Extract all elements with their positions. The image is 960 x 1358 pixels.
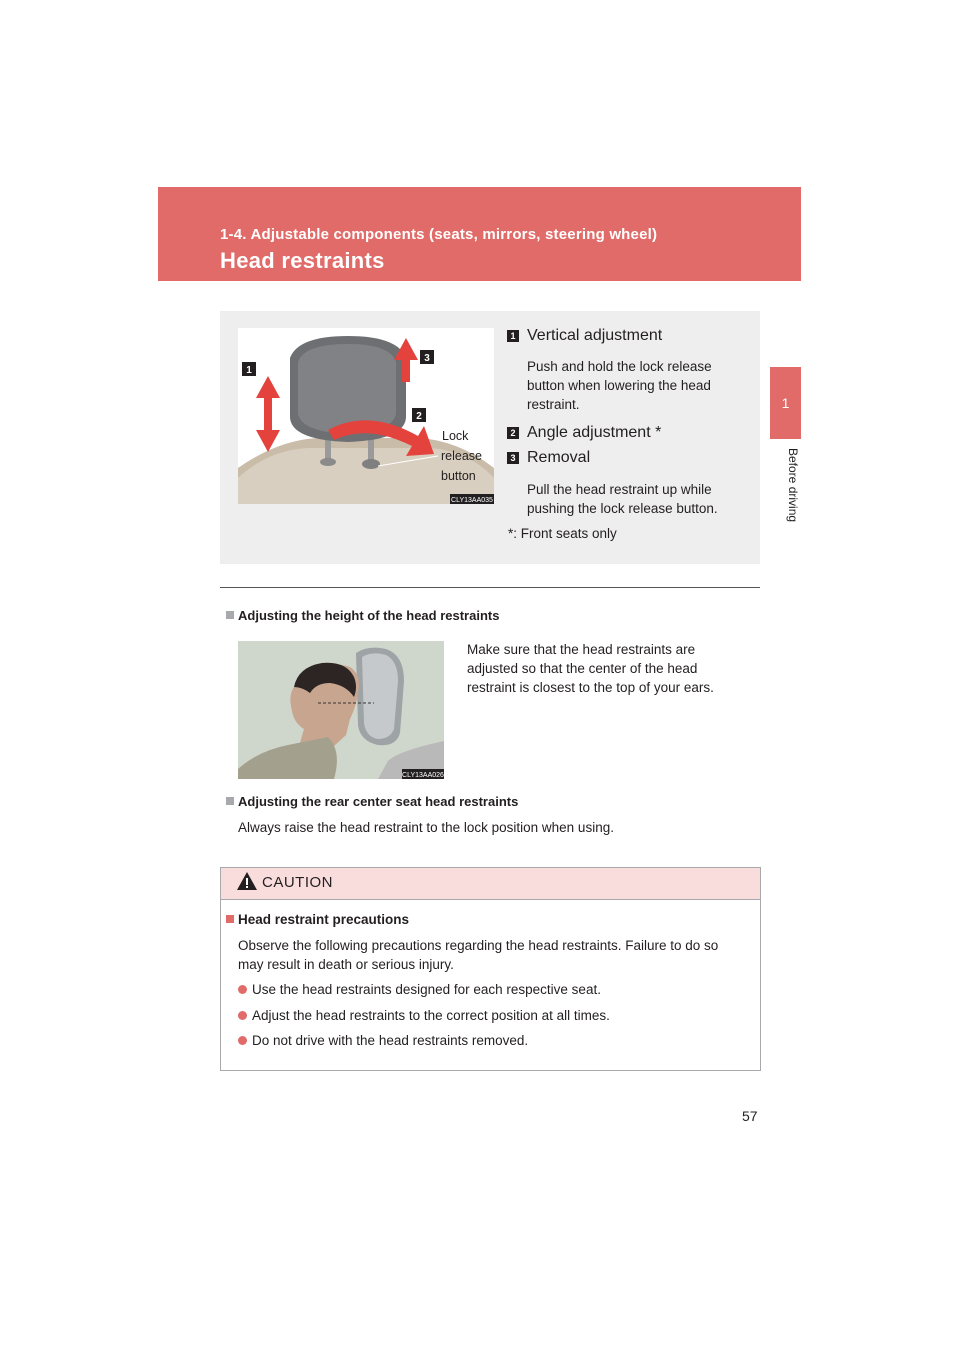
bullet-dot-icon [238, 985, 247, 994]
lock-label-3: button [441, 469, 476, 483]
square-bullet-icon [226, 611, 234, 619]
lock-label-2: release [441, 449, 482, 463]
caution-heading: Head restraint precautions [226, 912, 409, 927]
chapter-label: Before driving [786, 448, 800, 523]
callout-3: 3 [424, 353, 430, 364]
callout-2: 2 [416, 411, 422, 422]
height-description: Make sure that the head restraints are adjusted so that the center of the head restraint is closest to the top of your ears. [467, 642, 714, 695]
section-label: 1-4. Adjustable components (seats, mirrors, steering wheel) [220, 226, 658, 243]
figure-code: CLY13AA035 [451, 497, 493, 504]
head-position-figure [238, 641, 444, 779]
warning-icon [236, 871, 258, 891]
square-bullet-icon [226, 797, 234, 805]
head-restraint-figure [238, 328, 494, 504]
caution-bullet-2: Adjust the head restraints to the correct position at all times. [238, 1008, 610, 1023]
step-1 [507, 327, 662, 345]
step-2 [507, 424, 661, 442]
page-title: Head restraints [220, 248, 385, 273]
page-number: 57 [742, 1108, 758, 1124]
step-3-description: Pull the head restraint up while pushing the lock release button. [527, 482, 718, 516]
bullet-dot-icon [238, 1036, 247, 1045]
caution-bullet-1: Use the head restraints designed for each respective seat. [238, 982, 601, 997]
step-3-title: Removal [527, 449, 591, 466]
divider [220, 587, 760, 588]
step-3 [507, 449, 590, 467]
callout-1: 1 [246, 365, 252, 376]
rear-text: Always raise the head restraint to the lock position when using. [238, 820, 614, 835]
figure-code-2: CLY13AA026 [402, 772, 444, 779]
rear-heading: Adjusting the rear center seat head restraints [226, 794, 518, 809]
chapter-tab: 1 [770, 367, 801, 439]
height-heading: Adjusting the height of the head restraints [226, 608, 499, 623]
step-3-number: 3 [507, 452, 519, 464]
step-2-number: 2 [507, 427, 519, 439]
footnote: *: Front seats only [508, 526, 617, 541]
lock-label-1: Lock [442, 429, 469, 443]
bullet-dot-icon [238, 1011, 247, 1020]
caution-bullet-3: Do not drive with the head restraints removed. [238, 1033, 528, 1048]
step-1-description: Push and hold the lock release button when lowering the head restraint. [527, 359, 712, 412]
step-1-title: Vertical adjustment [527, 327, 663, 344]
caution-title: CAUTION [262, 874, 333, 891]
step-2-title: Angle adjustment * [527, 424, 662, 441]
square-bullet-icon [226, 915, 234, 923]
caution-intro: Observe the following precautions regarding the head restraints. Failure to do so may result in death or serious injury. [238, 938, 719, 972]
step-1-number: 1 [507, 330, 519, 342]
